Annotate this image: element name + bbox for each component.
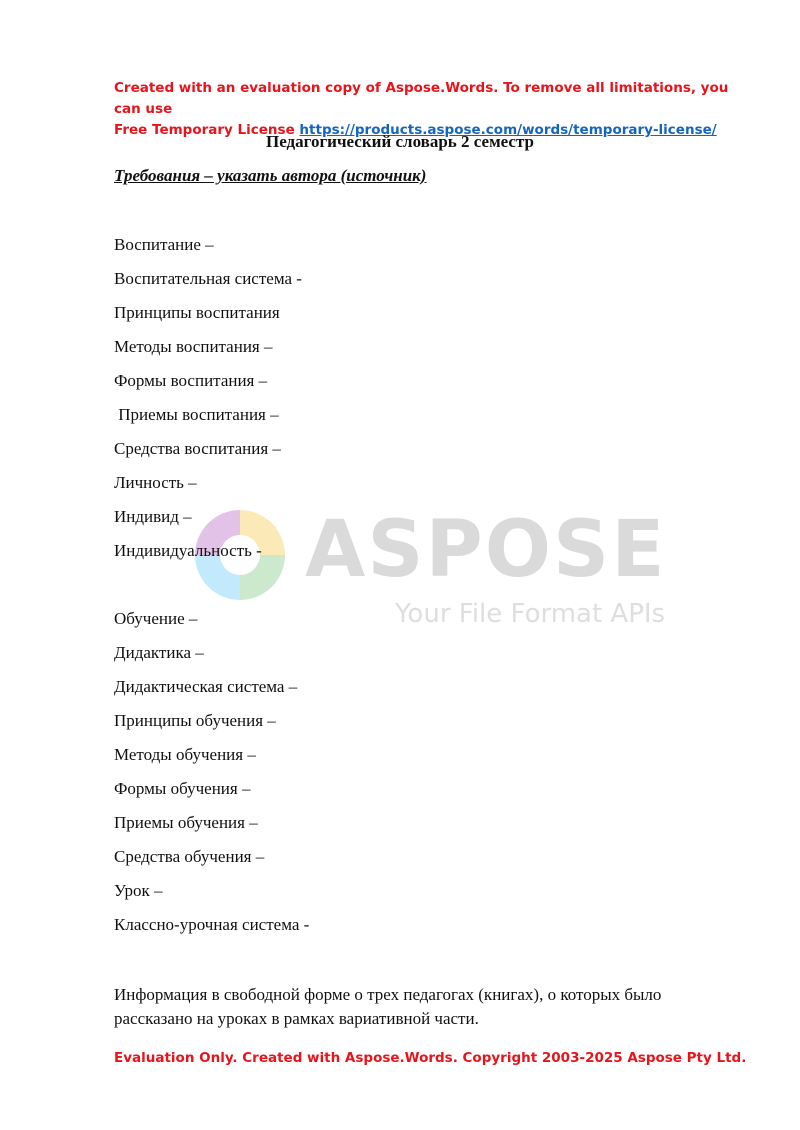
term-item: Формы воспитания –	[114, 371, 268, 390]
term-item: Средства обучения –	[114, 847, 265, 866]
term-item: Урок –	[114, 881, 163, 900]
temporary-license-link[interactable]: https://products.aspose.com/words/temporary-license/	[299, 122, 717, 138]
term-item: Средства воспитания –	[114, 439, 281, 458]
term-item: Личность –	[114, 473, 197, 492]
term-item: Принципы воспитания	[114, 303, 280, 322]
info-paragraph: Информация в свободной форме о трех педагогах (книгах), о которых было рассказано на уроках в рамках вариативной части.	[114, 985, 662, 1028]
term-item: Индивид –	[114, 507, 192, 526]
watermark-word: ASPOSE	[305, 505, 667, 595]
term-item: Методы обучения –	[114, 745, 256, 764]
term-item: Приемы воспитания –	[114, 405, 279, 424]
term-item: Приемы обучения –	[114, 813, 258, 832]
term-item: Дидактика –	[114, 643, 204, 662]
term-item: Формы обучения –	[114, 779, 251, 798]
term-item: Методы воспитания –	[114, 337, 273, 356]
evaluation-notice-prefix: Free Temporary License	[114, 122, 300, 138]
requirements-heading: Требования – указать автора (источник)	[114, 166, 427, 185]
evaluation-notice-line1: Created with an evaluation copy of Aspose.Words. To remove all limitations, you can use	[114, 80, 729, 117]
term-item: Дидактическая система –	[114, 677, 298, 696]
aspose-watermark	[185, 495, 685, 635]
evaluation-footer: Evaluation Only. Created with Aspose.Words. Copyright 2003-2025 Aspose Pty Ltd.	[114, 1050, 747, 1066]
term-item: Воспитание –	[114, 235, 214, 254]
document-title: Педагогический словарь 2 семестр	[266, 132, 534, 151]
watermark-tagline: Your File Format APIs	[395, 599, 666, 629]
term-item: Принципы обучения –	[114, 711, 276, 730]
term-item: Классно-урочная система -	[114, 915, 310, 934]
term-item: Обучение –	[114, 609, 198, 628]
term-item: Индивидуальность -	[114, 541, 262, 560]
term-item: Воспитательная система -	[114, 269, 302, 288]
